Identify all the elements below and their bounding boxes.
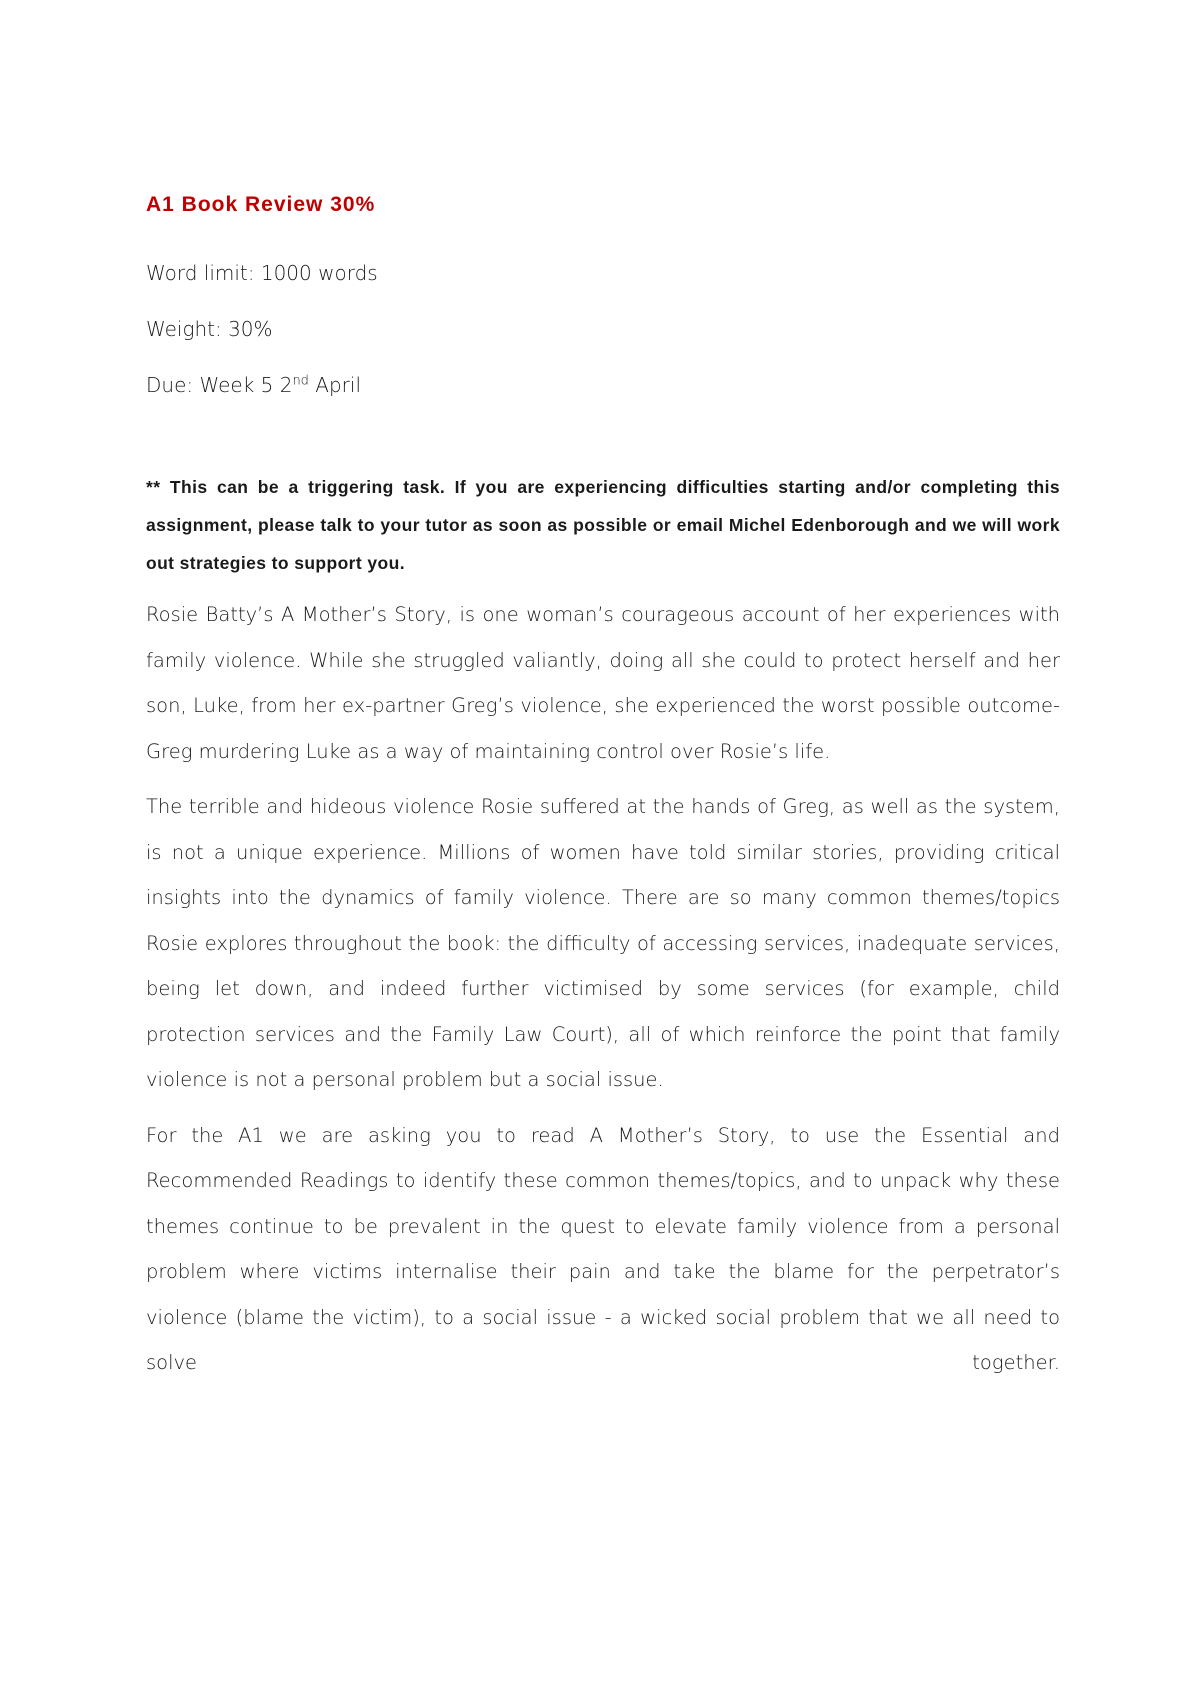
due-prefix: Due: Week 5 2 [146, 373, 293, 397]
weight: Weight: 30% [146, 317, 273, 341]
assignment-title: A1 Book Review 30% [146, 193, 376, 216]
word-limit: Word limit: 1000 words [146, 261, 378, 285]
paragraph-3: For the A1 we are asking you to read A Mother’s Story, to use the Essential and Recommended Readings to identify these common themes/topics, and to unpack why these themes continue to be prevalent in the quest to elevate family violence from a personal problem where victims internalise their pain and take the blame for the perpetrator’s violence (blame the victim), to a social issue - a wicked social problem that we all need to solve together. [146, 1123, 1060, 1374]
due-date [146, 370, 1060, 400]
paragraph-2: The terrible and hideous violence Rosie suffered at the hands of Greg, as well as the system, is not a unique experience. Millions of women have told similar stories, providing critical insights into the dynamics of family violence. There are so many common themes/topics Rosie explores throughout the book: the difficulty of accessing services, inadequate services, being let down, and indeed further victimised by some services (for example, child protection services and the Family Law Court), all of which reinforce the point that family violence is not a personal problem but a social issue. [146, 795, 1060, 1091]
document-body [146, 190, 1060, 1396]
due-ordinal: nd [292, 373, 309, 389]
paragraph-1: Rosie Batty’s A Mother’s Story, is one woman’s courageous account of her experiences with family violence. While she struggled valiantly, doing all she could to protect herself and her son, Luke, from her ex-partner Greg’s violence, she experienced the worst possible outcome- Greg murdering Luke as a way of maintaining control over Rosie’s life. [146, 603, 1060, 763]
trigger-warning: ** This can be a triggering task. If you are experiencing difficulties starting and/or completing this assignment, please talk to your tutor as soon as possible or email Michel Edenborough and we will work out strategies to support you. [146, 477, 1060, 573]
due-suffix: April [308, 373, 362, 397]
